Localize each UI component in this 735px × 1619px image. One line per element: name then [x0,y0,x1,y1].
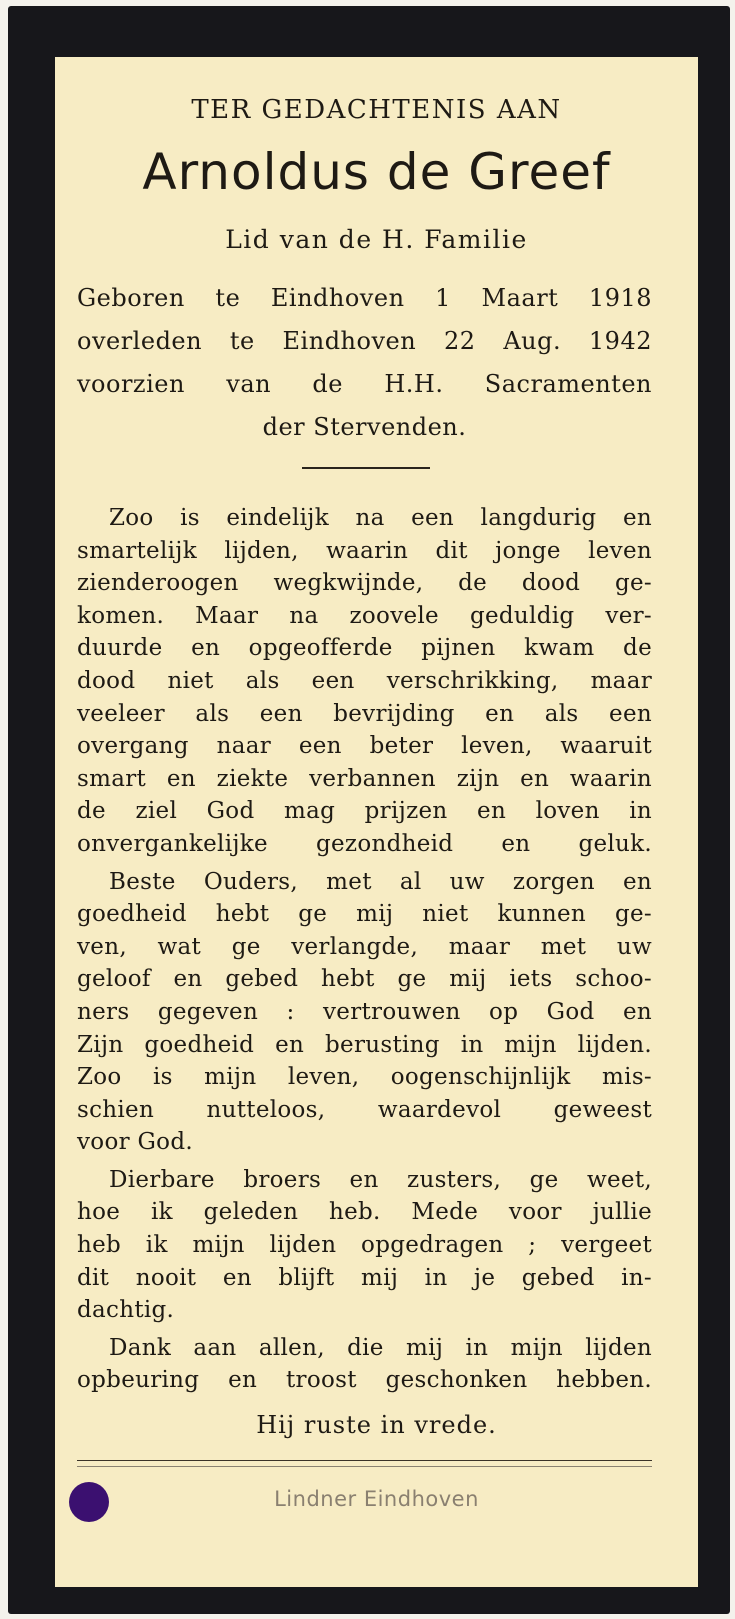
text-line: Beste Ouders, met al uw zorgen en [109,868,652,895]
text-line: zienderoogen wegkwijnde, de dood ge- [77,570,652,597]
text-line: geloof en gebed hebt ge mij iets schoo- [77,966,652,993]
text-line: de ziel God mag prijzen en loven in [77,798,652,825]
death-line: overleden te Eindhoven 22 Aug. 1942 [77,327,652,355]
dedication-heading: TER GEDACHTENIS AAN [191,95,562,125]
memorial-card [55,57,698,1587]
membership-line: Lid van de H. Familie [225,225,528,254]
text-line: duurde en opgeofferde pijnen kwam de [77,635,652,662]
birth-line: Geboren te Eindhoven 1 Maart 1918 [77,284,652,312]
text-line: hoe ik geleden heb. Mede voor jullie [77,1199,652,1226]
deceased-name: Arnoldus de Greef [142,143,611,201]
text-line: dood niet als een verschrikking, maar [77,667,652,694]
text-line: heb ik mijn lijden opgedragen ; vergeet [77,1232,652,1259]
paragraph [77,502,652,861]
text-line: veeleer als een bevrijding en als een [77,700,652,727]
text-line: ners gegeven : vertrouwen op God en [77,998,652,1025]
text-line: onvergankelijke gezondheid en geluk. [77,830,652,857]
paragraph [77,1332,652,1397]
text-line: dit nooit en blijft mij in je gebed in- [77,1264,652,1291]
text-line: Zijn goedheid en berusting in mijn lijden. [77,1031,652,1058]
closing-line: Hij ruste in vrede. [256,1411,497,1439]
text-line: Dierbare broers en zusters, ge weet, [109,1166,652,1193]
divider [302,467,430,469]
text-line: smartelijk lijden, waarin dit jonge leven [77,537,652,564]
paragraph [77,1164,652,1327]
text-line: schien nutteloos, waardevol geweest [77,1096,652,1123]
life-details [77,277,652,449]
text-line: goedheid hebt ge mij niet kunnen ge- [77,901,652,928]
paragraph [77,866,652,1159]
bottom-divider [77,1460,652,1461]
text-line: Zoo is eindelijk na een langdurig en [109,505,652,531]
text-line: overgang naar een beter leven, waaruit [77,733,652,760]
text-line: smart en ziekte verbannen zijn en waarin [77,765,652,792]
bottom-divider-thin [77,1466,652,1467]
sacraments-line: voorzien van de H.H. Sacramenten [77,370,652,398]
memorial-text [77,502,652,1402]
text-line: Zoo is mijn leven, oogenschijnlijk mis- [77,1064,652,1091]
text-line: opbeuring en troost geschonken hebben. [77,1367,652,1394]
text-line: voor God. [77,1129,193,1156]
text-line: ven, wat ge verlangde, maar met uw [77,933,652,960]
text-line: Dank aan allen, die mij in mijn lijden [109,1334,652,1361]
text-line: komen. Maar na zoovele geduldig ver- [77,602,652,629]
text-line: dachtig. [77,1297,175,1324]
sacraments-line-end: der Stervenden. [262,413,467,441]
printer-credit: Lindner Eindhoven [274,1487,479,1511]
